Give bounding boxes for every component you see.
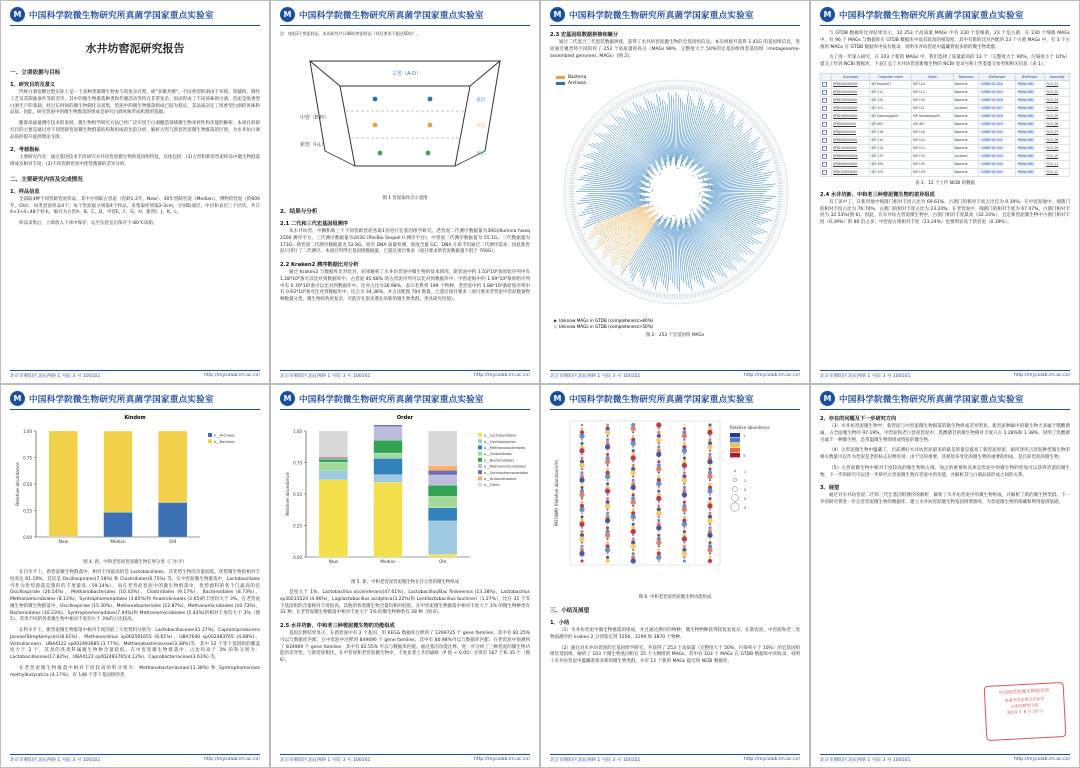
institute-logo-icon: M	[820, 7, 835, 22]
tree-legend-item	[556, 81, 586, 86]
organism-cell: SJP-170	[870, 152, 912, 160]
stamp-line: 白酒发酵研究组	[1010, 702, 1039, 709]
footer-address: 北京市朝阳区北辰西路 1 号院 3 号 100101	[10, 374, 101, 379]
organism-cell: SJP-110	[870, 136, 912, 144]
tree-note-2-label: Unknow MAGs in GTDB (completeness>50%)	[558, 324, 654, 330]
table-row	[821, 144, 1070, 152]
table-row	[821, 120, 1070, 128]
paragraph: 传统白酒发酵过程实际上是一个多种类群微生物参与的复杂过程，即"多微共酵"。不同香型的酒由于环境、原辅料、制作工艺及其制曲条件等的差异，其中的微生物群落种类和代谢活动等特点非常复杂，因而形成了不同风味的白酒。窖泥是浓香型白酒生产的基础，经过长时间的微生物驯化及富集，窖泥中的微生物群落组成已较为稳定，其品质决定了浓香型白酒的风味和品质。因此，研究窖泥中的微生物群落的组成是研究白酒风味形成机理的基础。	[10, 90, 260, 116]
svg-text:Median: Median	[110, 539, 126, 544]
paragraph: 在老窖泥微生物群落中相对丰度较高的科分别为：Methanobacteriaceae(11.38%) 和 Syntrophomonase methylbutyratica (4.17%)、有 148 个等下基因组的类	[10, 665, 260, 678]
report-page-2	[270, 0, 540, 384]
page-header	[550, 391, 800, 410]
accession-cell[interactable]: SPDH00000000	[832, 112, 870, 120]
tree-note-1: ▶ Unknow MAGs in GTDB (completeness>80%)	[554, 318, 654, 324]
header-title: 中国科学院微生物研究所真菌学国家重点实验室	[569, 394, 754, 405]
taxonomy-cell: Bacteria	[953, 168, 979, 176]
assembly-cell[interactable]: GCA_07	[1045, 128, 1070, 136]
row-checkbox[interactable]	[821, 152, 832, 160]
taxonomy-cell: Archaea	[953, 152, 979, 160]
page-footer	[550, 754, 800, 763]
header-title: 中国科学院微生物研究所真菌学国家重点实验室	[299, 10, 484, 21]
figure-6-caption: 图 6. 中和老窖泥窖泥微生物功能组成	[638, 595, 712, 600]
svg-text:o__Oscillospirales: o__Oscillospirales	[484, 439, 516, 444]
report-page-7	[540, 384, 810, 768]
strain-cell: SJP Hanoxopyp05	[912, 112, 954, 120]
accession-cell[interactable]: SPDD00000000	[832, 80, 870, 88]
taxonomy-cell: Bacteria	[953, 144, 979, 152]
subsection-heading: 2、考核指标	[10, 147, 40, 154]
svg-text:表层: 表层	[476, 98, 486, 103]
table-header-cell: Taxonomy	[953, 73, 979, 80]
bioproject-cell: PRJNA 881	[1015, 152, 1044, 160]
paragraph: （5）古窖泥微生物中相对丰度较高的微生物和古菌，加之的重要和具体是窖泥中的微生物的更加可以获得窖泥的微生物。下一步的研究可以进一步研究古窖泥微生物在窖泥中的功能，并解析其与白酒品质形成之间的关系。	[820, 465, 1070, 478]
footer-url[interactable]: http://mycolab.im.ac.cn/	[1013, 373, 1070, 378]
paragraph: 全部取4种不同窖龄窖泥样品，其中分别取古窖泥（窖龄1-2年，New）、40年窖龄窖泥（Median）、博物馆窖泥（约600年，Old），每类窖泥样品4个，每个窖泥取分别取4个样品。采集取样到取2-3cm，分别取深层、中层和表层三个层次。共计4×3×4=48个样本，编号为古窖A、B、C、D，中窖E、F、G、H，新窖I、J、K、L。	[10, 196, 260, 216]
assembly-cell[interactable]: GCA_03	[1045, 96, 1070, 104]
report-page-8	[810, 384, 1080, 768]
svg-text:0.50: 0.50	[293, 492, 302, 497]
footer-url[interactable]: http://mycolab.im.ac.cn/	[203, 373, 260, 378]
report-page-1	[0, 0, 270, 384]
svg-text:o__Lactobacillales: o__Lactobacillales	[484, 433, 517, 438]
svg-text:0.50: 0.50	[23, 482, 32, 487]
paragraph: 通过对水井坊窖泥二代和三代宏基因组测序的解析，解析了水井坊窖泥中的微生物组成，并解析了新的微生物类群。下一步的研究将进一步完善窖泥微生物的数据库，建立水井坊窖泥微生物基因组资源库，为窖泥微生物的保藏和利用提供基础。	[820, 493, 1070, 505]
paragraph: 主要研究内容：通过基因技术手段研究水井坊窖泥微生物的基因组特征，具体包括：(1)古窖和新窖窖泥样品中微生物群落组成及相对丰度；(2)不同窖龄窖泥中优势菌群的差异分析。	[10, 155, 260, 167]
svg-text:Median: Median	[380, 559, 396, 564]
taxonomy-cell: Bacteria	[953, 160, 979, 168]
biosample-cell: SAMN 00-325	[979, 88, 1015, 96]
institute-logo-icon: M	[10, 391, 25, 406]
taxonomy-cell: Bacteria	[953, 136, 979, 144]
table-row	[821, 80, 1070, 88]
taxonomy-cell: Bacteria	[953, 112, 979, 120]
svg-text:o__Syntrophomonadales: o__Syntrophomonadales	[484, 470, 528, 475]
assembly-cell[interactable]: GCA_12	[1045, 168, 1070, 176]
report-page-5	[0, 384, 270, 768]
footer-address: 北京市朝阳区北辰西路 1 号院 3 号 100101	[280, 374, 371, 379]
strain-cell: SJP-124	[912, 80, 954, 88]
svg-text:0.00: 0.00	[23, 535, 32, 540]
strain-cell: SJP-110	[912, 136, 954, 144]
institute-logo-icon: M	[10, 7, 25, 22]
organism-cell: SJP-155	[870, 160, 912, 168]
svg-text:o__Methanomicrobiales: o__Methanomicrobiales	[484, 464, 527, 469]
assembly-cell[interactable]: GCA_02	[1045, 88, 1070, 96]
page-header	[280, 391, 530, 410]
subsection-heading: 3、展望	[820, 485, 840, 492]
taxonomy-cell: Bacteria	[953, 120, 979, 128]
biosample-cell: SAMN 00-324	[979, 80, 1015, 88]
biosample-cell: SAMN 00-330	[979, 128, 1015, 136]
biosample-cell: SAMN 00-332	[979, 144, 1015, 152]
organism-cell: SJP NovpA07	[870, 80, 912, 88]
assembly-cell[interactable]: GCA_08	[1045, 136, 1070, 144]
paragraph: 是度大于 1%，Lactobacillus accenderans(47.61%)、Lactobacillus/Bac finikeensis (13.38%)、Lactobacillus sp30233524 (4.96%)，Lagilactobacillus acidphica(3.22%)和 Lentilactobacillus buchneri（1.27%），比在 31 个等下基因组的含量相对丰度很高，其他的各类微生物含量均相对较低；在中窖泥微生物群落中相对丰度大于 1% 的微生物种类有 31 种，在老窖泥微生物群落中相对丰度大于 1% 的微生物种类有 28 种（图 6）。	[280, 590, 530, 616]
svg-text:New: New	[58, 539, 68, 544]
accession-cell[interactable]: SPDM00000000	[832, 152, 870, 160]
header-title: 中国科学院微生物研究所真菌学国家重点实验室	[569, 10, 754, 21]
paragraph: 为了进一步深入研究，在 103 个新的 MAGs 中，我们选择了质量最高的 12 个（完整度大于 90%、污染度小于 10%）提交上传到 NCBI 数据库，下表汇总了水井坊窖泥新微生物的 NCBI 登录号和上传着提交参考和相关信息（表 1）。	[820, 55, 1070, 67]
paragraph: （3）水井坊窖泥微生物中，新窖泥与中窖泥微生物群落的微生物组成差异明显。新窖泥种属中的微生物大多属于嗜酸菌属，占全面微生物的 97.19%，中窖泥和老古窖泥窖泥中，乳酸菌目的微生物相对丰度只占 1.28%和 1.38%，说明了乳酸菌目属于一种微生物，是常温微生物的组成特征的微生物。	[820, 424, 1070, 443]
figure-4-caption: 图 4. 新、中和老窖泥窖泥微生物在界分类（门水平）	[83, 560, 187, 565]
row-checkbox[interactable]	[821, 144, 832, 152]
stamp-line: 中国科学院微生物研究所	[998, 688, 1050, 697]
table-row	[821, 136, 1070, 144]
taxonomy-cell: Bacteria	[953, 80, 979, 88]
strain-cell: SJP-467	[912, 120, 954, 128]
table-row	[821, 168, 1070, 176]
svg-text:中窖（E-H）: 中窖（E-H）	[300, 115, 329, 121]
svg-text:0.75: 0.75	[293, 460, 302, 466]
subsection-heading: 2.1 二代和三代宏基因组测序	[280, 221, 349, 227]
taxonomy-cell: Bacteria	[953, 88, 979, 96]
organism-cell: SJP-113	[870, 144, 912, 152]
biosample-cell: SAMN 00-328	[979, 112, 1015, 120]
paragraph: 与 GTDB 数据库比对结果显示，12 253 个高质量 MAGs 中有 230 个是细菌、23 个是古菌，在 230 个细菌 MAGs 中，有 96 个 MAGs 与数据库在 GTDB 数据库中没有较高的相似度；其中有新的比对匹配的 23 个古菌 MAGs 中，有 3 个古菌的 MAGs 在 GTDB 数据库中没有收录，说明水井坊窖泥中蕴藏着很多新的微生物类群。	[820, 31, 1070, 50]
svg-text:PATHWAY (Relative abundance%): PATHWAY (Relative abundance%)	[554, 459, 559, 527]
biosample-cell: SAMN 00-329	[979, 120, 1015, 128]
figure-4-kingdom-barchart	[10, 425, 260, 555]
svg-text:New: New	[328, 559, 338, 564]
footer-address: 北京市朝阳区北辰西路 1 号院 3 号 100101	[10, 758, 101, 763]
header-title: 中国科学院微生物研究所真菌学国家重点实验室	[29, 394, 214, 405]
tree-note-2: ▷ Unknow MAGs in GTDB (completeness>50%)	[554, 324, 654, 330]
svg-text:0.25: 0.25	[293, 523, 302, 529]
bioproject-cell: PRJNA 881	[1015, 160, 1044, 168]
svg-text:1.00: 1.00	[293, 429, 302, 434]
organism-cell: SJP-467	[870, 120, 912, 128]
section-heading: 三、小结及展望	[550, 608, 590, 614]
bioproject-cell: PRJNA 881	[1015, 88, 1044, 96]
footer-url[interactable]: http://mycolab.im.ac.cn/	[203, 757, 260, 762]
svg-text:2: 2	[744, 479, 747, 483]
paragraph: 通过 Kraken2 与数据库比对比对，结果解析了水井坊窖泥中微生物的基本情况。新窖泥中约 1.53*10⁸条原始序列中有 1.28*10⁸条可以比对到数据库中；古窖泥 85.68% 的古窖泥序列可以比对到数据库中；中窖泥海中约 1.09*10⁸条原始序列中有 0.70*10⁸条可以比对到数据库中。比对占比为36.98%。表示若系列 199 个物种，老窖泥中约 1.88*10⁸条原始序列中有 0.63*10⁸条可比对到数据库中，比占为 34.38%。并占比配置 704 数量，已超过项目要求（项目要求老窖泥中窖泥数量物种数量分类，微生物结构更复杂，可能存在很多潜在的新的微生物类群，更具研究价值）。	[280, 270, 530, 302]
subsection-heading: 1、研究目的及意义	[10, 82, 56, 88]
row-checkbox[interactable]	[821, 168, 832, 176]
table-row	[821, 96, 1070, 104]
institute-logo-icon: M	[280, 391, 295, 406]
bioproject-cell: PRJNA 881	[1015, 128, 1044, 136]
row-checkbox[interactable]	[821, 80, 832, 88]
section-heading: 2、结果与分析	[280, 209, 318, 215]
accession-cell[interactable]: SPDN00000000	[832, 160, 870, 168]
tree-legend-item	[556, 75, 586, 80]
page-footer	[550, 370, 800, 379]
paragraph: （2）通过对水井坊窖泥的宏基因组学研究，共获得了 253 个高质量（完整度大于 50%、污染率小于 10%）的宏基因组组装基因组，解析了 103 个微生物基因组在 25 个大纲组的 MAGs，其中有 103 个 MAGs 在 GTDB 数据库中未收录，说明了水井坊窖泥中蕴藏着很多新的微生物类群，并有 12 个新的 MAGs 提交到 NCBI 数据库。	[550, 645, 800, 664]
strain-cell: SJP-121	[912, 104, 954, 112]
institute-logo-icon: M	[550, 7, 565, 22]
legend-swatch-bacteria	[556, 76, 565, 79]
strain-cell: SJP-113	[912, 144, 954, 152]
chart-title-order: Order	[396, 415, 414, 421]
table-row	[821, 104, 1070, 112]
subsection-heading: 2.2 Kraken2 测序数据比对分析	[280, 262, 359, 268]
accession-cell[interactable]: SPDE00000000	[832, 88, 870, 96]
svg-text:k__Bacteria: k__Bacteria	[214, 439, 235, 444]
subsection-heading: 2.5 水井坊新、中和老三种窖泥微生物的功能组成	[280, 623, 395, 629]
assembly-cell[interactable]: GCA_06	[1045, 120, 1070, 128]
bioproject-cell: PRJNA 881	[1015, 120, 1044, 128]
section-heading: 二、主要研究内容及完成情况	[10, 176, 83, 183]
table-header-cell: Organism name	[870, 73, 912, 80]
table-header-cell: Accession	[832, 73, 870, 80]
paragraph: 基因注释结果显示，在新窖泥中有 2 个基因，用 KEGG 数据库注释到了 1269725 个 gene families，其中有 82.25%可以与数据库匹配；在中窖泥中注释到 849496 个 gene families，其中有 80.98%可以与数据库匹配；在老窖泥中预测到了 834969 个 gene families，其中有 82.55% 可以与数据库匹配。通过基因功能注释，进一步分析了三种窖泥的微生物功能的差异性。与新窖泥相比，在中窖泥和老窖泥微生物中，丰度显著上升的通路（P 值 < 0.05）分别有 167 个和 35 个（图 6）。	[280, 631, 530, 663]
official-seal-stamp	[984, 682, 1067, 741]
subsection-heading: 2.3 宏基因组数据拼接和聚分	[550, 32, 619, 38]
strain-cell: SJP-118	[912, 128, 954, 136]
biosample-cell: SAMN 00-327	[979, 104, 1015, 112]
footer-url[interactable]: http://mycolab.im.ac.cn/	[743, 757, 800, 762]
row-checkbox[interactable]	[821, 136, 832, 144]
biosample-cell: SAMN 00-334	[979, 160, 1015, 168]
table-row	[821, 128, 1070, 136]
stamp-line: 真菌学国家重点实验室	[1004, 695, 1045, 703]
organism-cell: SJP-112	[870, 88, 912, 96]
strain-cell: SJP-155	[912, 160, 954, 168]
figure-2-phylogenetic-tree	[550, 64, 800, 314]
bioproject-cell: PRJNA 881	[1015, 104, 1044, 112]
footer-url[interactable]: http://mycolab.im.ac.cn/	[473, 373, 530, 378]
table-row	[821, 160, 1070, 168]
svg-text:深层: 深层	[476, 152, 486, 157]
assembly-cell[interactable]: GCA_05	[1045, 112, 1070, 120]
subsection-heading: 2.4 水井坊新、中和老三种窖泥微生物的差异组成	[820, 191, 935, 198]
svg-text:4: 4	[744, 497, 747, 501]
svg-text:中层: 中层	[476, 124, 486, 129]
report-page-6	[270, 384, 540, 768]
biosample-cell: SAMN 00-331	[979, 136, 1015, 144]
page-header	[550, 7, 800, 26]
page-header	[820, 391, 1070, 410]
accession-cell[interactable]: SPDK00000000	[832, 136, 870, 144]
biosample-cell: SAMN 00-333	[979, 152, 1015, 160]
svg-text:o__Bacteroidales: o__Bacteroidales	[484, 458, 515, 463]
figure-5-order-barchart	[280, 425, 530, 575]
paragraph: 在科水平上，新窖泥微生物群落中相对丰度的前三大优势科分别为：Lactobacillaceae(41.17%)、Caproiciproducens Jaceae(Streptomyces)(8.61%)、Methanocellius sp002501655 (6.61%)、UBA7640 sp002483765 (4.08%)、Vistrullaceae)、UBA4122 sp002493685 (3.77%)、Methanobacteriaceae(3.38%)等，其中 12 个等下基因组的覆盖度大于 2 个，其余的各类科属微生物种含量较低。在中窖泥微生物群落中，占比均高于 3% 的科分别为：Lactobacillaceae(17.82%)、UBA4122 sp002483765(4.12%)、Caprobacteriaceae(3.63%) 等。	[10, 628, 260, 660]
header-title: 中国科学院微生物研究所真菌学国家重点实验室	[299, 394, 484, 405]
footer-address: 北京市朝阳区北辰西路 1 号院 3 号 100101	[550, 374, 641, 379]
svg-text:0.00: 0.00	[293, 555, 302, 560]
assembly-cell[interactable]: GCA_10	[1045, 152, 1070, 160]
footer-address: 北京市朝阳区北辰西路 1 号院 3 号 100101	[280, 758, 371, 763]
header-title: 中国科学院微生物研究所真菌学国家重点实验室	[29, 10, 214, 21]
institute-logo-icon: M	[280, 7, 295, 22]
page-footer	[820, 370, 1070, 379]
report-page-3	[540, 0, 810, 384]
paragraph: 从水井坊窖、中腾和新三个不同窖龄窖泥各取1份进行宏基因组学研究。老窖泥二代测序数据量为39G(Illumina hiseq 2500 测序平台，三代测序数据量为203G (PacBio Sequel II 测序平台)；中窖泥二代测序数据量为 55.1G、三代数据量为 173G；新窖泥二代测序数据量为 52.8G、原有 DNA 质量检测、浓度含量 GC、DNA 片段平均通过二代测序需求、因此新窖泥只进行了二代测序。本项目所得宏基因组数据量，已超过项目要求（项目要求新窖泥数据量不低于 700G）。	[280, 229, 530, 255]
svg-text:新窖（I-L）: 新窖（I-L）	[300, 142, 327, 148]
stamp-line: 2024 年 6 月 18 日	[1006, 707, 1044, 715]
table-header-cell: Strain	[912, 73, 954, 80]
tree-note-1-label: Unknow MAGs in GTDB (completeness>80%)	[558, 318, 654, 324]
accession-cell[interactable]: SPDF00000000	[832, 96, 870, 104]
svg-text:o__Methanobacteriales: o__Methanobacteriales	[484, 446, 526, 450]
subsection-heading: 2、存在的问题及下一步研究方向	[820, 416, 897, 422]
strain-cell: SJP-170	[912, 152, 954, 160]
paragraph: 随着高通量测序技术的发展，微生物组学研究方法已经广泛应用于白酒酿造领域微生物多样性和功能的解析。本项目的研究目的主要是通过对不同窖龄窖泥微生物群落结构和组成的比较分析，解析古窖与新窖窖泥微生物群落的区别，为水井坊白酒品质的提升提供理论支撑。	[10, 121, 260, 140]
sampling-note: 注：每组3个窖泥样品，本次研究共计48份窖泥样品（项目要求不超过50份）。	[280, 31, 421, 36]
organism-cell: SJP-133	[870, 96, 912, 104]
page-header	[10, 7, 260, 26]
taxonomy-cell: Archaea	[953, 104, 979, 112]
accession-cell[interactable]: SPDO00000000	[832, 168, 870, 176]
page-footer	[280, 754, 530, 763]
bioproject-cell: PRJNA 881	[1015, 112, 1044, 120]
ncbi-accession-table	[820, 73, 1070, 177]
svg-text:5: 5	[743, 454, 746, 458]
page-footer	[820, 754, 1070, 763]
svg-text:o__Anaerolineales: o__Anaerolineales	[484, 477, 517, 481]
biosample-cell: SAMN 00-335	[979, 168, 1015, 176]
header-title: 中国科学院微生物研究所真菌学国家重点实验室	[839, 10, 1024, 21]
svg-text:古窖（A-D）: 古窖（A-D）	[392, 71, 421, 77]
report-page-4	[810, 0, 1080, 384]
svg-text:Relative abundance: Relative abundance	[730, 425, 770, 430]
footer-address: 北京市朝阳区北辰西路 1 号院 3 号 100101	[550, 758, 641, 763]
row-checkbox[interactable]	[821, 112, 832, 120]
paragraph: 有了该中了、在新窖地中细菌门相对丰度占比为 69.61%，古菌门的相对丰度占比仅为 0.39%；在中窖泥地中，细菌门的相对丰度占比为 76.70%、古菌门的相对丰度占比为 23.24%；在老窖泥中，细菌门的相对丰度为 67.47%、古菌门相对丰度为 32.53%(图 6)。因此，在水井坊古窖泥微生物中，古菌门相对丰度最高（32.33%），且是新窖泥微生物中古菌门相对丰度（0.39%）的 80 倍之多；中窖泥古菌相对丰度（23.24%）也要明显高于新窖泥（0.39%）。	[820, 199, 1070, 225]
bioproject-cell: PRJNA 881	[1015, 144, 1044, 152]
row-checkbox[interactable]	[821, 128, 832, 136]
table-1-caption: 表 1：12 个上传 NCBI 的数据	[915, 180, 975, 186]
strain-cell: SJP-133	[912, 96, 954, 104]
footer-url[interactable]: http://mycolab.im.ac.cn/	[1013, 757, 1070, 762]
row-checkbox[interactable]	[821, 88, 832, 96]
bioproject-cell: PRJNA 881	[1015, 80, 1044, 88]
table-row	[821, 112, 1070, 120]
subsection-heading: 1、小结	[550, 620, 570, 626]
svg-text:0.75: 0.75	[23, 455, 32, 461]
bioproject-cell: PRJNA 881	[1015, 168, 1044, 176]
paragraph: （1）水井坊窖泥中微生物群落的组成，并且通过测序的物种，微生物物种获得较复发复杂。在新窖泥、中窖泥和老三类物质测序的 kraken 2 分别鉴定到 1556、3199 和 3870 个物种。	[550, 628, 800, 640]
row-checkbox[interactable]	[821, 96, 832, 104]
footer-url[interactable]: http://mycolab.im.ac.cn/	[473, 757, 530, 762]
paragraph: 样品采集后，立即放入干冰中保存，运至实验室后保存于-80℃冰箱。	[19, 221, 158, 226]
table-header-cell: Assembly	[1045, 73, 1070, 80]
assembly-cell[interactable]: GCA_01	[1045, 80, 1070, 88]
strain-cell: SJP-129	[912, 168, 954, 176]
footer-address: 北京市朝阳区北辰西路 1 号院 3 号 100101	[820, 374, 911, 379]
legend-label: Archaea	[568, 81, 586, 87]
legend-label: Bacteria	[568, 75, 587, 81]
section-heading: 一、立项依据与目标	[10, 70, 61, 76]
svg-text:o__Other: o__Other	[484, 483, 500, 488]
svg-text:1: 1	[744, 470, 747, 474]
accession-cell[interactable]: SPDG00000000	[832, 104, 870, 112]
paragraph: 通过二代混合三代混装数据拼接，获得了水井坊窖泥微生物的全基因组信息。本次拼接共获得 1.41G 的基因组信息，进而通过聚类将不同的样了 253 个高质量的高分（MAGs 98%，完整度大于 50%的宏基因组组装基因组（metagenome-assembled genomes, MAGs）(图 2)。	[550, 40, 800, 59]
page-footer	[10, 754, 260, 763]
svg-text:Old: Old	[439, 559, 447, 564]
header-title: 中国科学院微生物研究所真菌学国家重点实验室	[839, 394, 1024, 405]
taxonomy-cell: Bacteria	[953, 96, 979, 104]
accession-cell[interactable]: SPDL00000000	[832, 144, 870, 152]
row-checkbox[interactable]	[821, 104, 832, 112]
figure-6-pathway-heatmap	[550, 415, 800, 590]
page-header	[280, 7, 530, 26]
svg-text:Relative abundance: Relative abundance	[286, 472, 291, 516]
paragraph: 在目水平上，新窖泥微生物群落中，相对丰度最高的是 Lactobacillales，其优势生物的含量较低，优势微生物的相对丰度高达 61.19%，其次是 Oscillospirales(7.18%) 和 Clostridiales(6.75%) 等。在中窖泥微生物群落中，Lactobacillales 可作为优势菌落是菌的的丰度最高（59.14%），而在老窖泥窖泥中的微生物群落中，优势菌科的各个门最高的是 Oscillospirale (26.54%)、Methanobacteriales (10.43%)、Clostridiales (9.17%)、Bacteroidales (8.73%)、Methanomicrobiales (8.13%)、Syntrophomonadales (3.85%)和 Anaerolineales (3.65)的丰度均大于 3%。在老窖泥微生物的微生物群落中，Oscillospirale (15.30%)、Methanobacteriales (12.87%)、Methanomicrobiales (10.73%)、Bacteroidales (10.23%)、Syntrophomonadales(7.94%)和 Methanomicrobiales (5.43%)的相对丰度均大于 3%（图 5）。其余不同的各类微生物中相对丰度均小于 3%的占比较高。	[10, 570, 260, 623]
page-footer	[280, 370, 530, 379]
legend-swatch-archaea	[556, 82, 565, 85]
institute-logo-icon: M	[820, 391, 835, 406]
organism-cell: SJP-118	[870, 128, 912, 136]
taxonomy-cell: Bacteria	[953, 128, 979, 136]
svg-text:0.25: 0.25	[23, 508, 32, 514]
page-header	[820, 7, 1070, 26]
chart-title-kingdom: Kindom	[124, 415, 146, 421]
biosample-cell: SAMN 00-326	[979, 96, 1015, 104]
svg-text:o__Clostridiales: o__Clostridiales	[484, 452, 512, 457]
figure-1-caption: 图 1 窖泥取样点示意图	[382, 196, 428, 201]
institute-logo-icon: M	[550, 391, 565, 406]
table-header-cell: BioSample	[979, 73, 1015, 80]
figure-5-caption: 图 5. 新、中和老窖泥窖泥微生物在目分类的微生物组成	[351, 580, 459, 585]
row-checkbox[interactable]	[821, 120, 832, 128]
assembly-cell[interactable]: GCA_11	[1045, 160, 1070, 168]
figure-1-pit-sampling-diagram	[280, 41, 530, 191]
paragraph: （4）古窖泥微生物中蕴藏了，目前测好水井坊窖泥最多的最是的量是最高了新窖泥原泥，据所述所占窖泥种类微生物的相关数量可以作为窖泥是老的标志识物有别，由于这的重要，其相似多变化的微生物的重要的组成，是目前窖泥的微生物。	[820, 448, 1070, 460]
page-title: 水井坊窖泥研究报告	[85, 42, 185, 55]
svg-text:1: 1	[743, 434, 746, 438]
table-header-cell: BioProject	[1015, 73, 1044, 80]
organism-cell: SJP Hanoxopyp05	[870, 112, 912, 120]
table-header-row	[821, 73, 1070, 80]
footer-url[interactable]: http://mycolab.im.ac.cn/	[743, 373, 800, 378]
organism-cell: SJP-129	[870, 168, 912, 176]
svg-text:k__Archaea: k__Archaea	[214, 433, 235, 438]
assembly-cell[interactable]: GCA_09	[1045, 144, 1070, 152]
bioproject-cell: PRJNA 881	[1015, 136, 1044, 144]
svg-text:Relative abundance: Relative abundance	[16, 462, 21, 506]
table-row	[821, 88, 1070, 96]
svg-text:5: 5	[744, 506, 747, 510]
svg-text:Old: Old	[169, 539, 177, 544]
table-header-cell	[821, 73, 832, 80]
row-checkbox[interactable]	[821, 160, 832, 168]
accession-cell[interactable]: SPDJ00000000	[832, 128, 870, 136]
strain-cell: SJP-112	[912, 88, 954, 96]
table-row	[821, 152, 1070, 160]
assembly-cell[interactable]: GCA_04	[1045, 104, 1070, 112]
page-header	[10, 391, 260, 410]
footer-address: 北京市朝阳区北辰西路 1 号院 3 号 100101	[820, 758, 911, 763]
subsection-heading: 1、样品信息	[10, 188, 40, 195]
svg-text:1.00: 1.00	[23, 429, 32, 434]
accession-cell[interactable]: SPDI00000000	[832, 120, 870, 128]
page-footer	[10, 370, 260, 379]
svg-text:3: 3	[744, 488, 747, 492]
organism-cell: SJP-121	[870, 104, 912, 112]
bioproject-cell: PRJNA 881	[1015, 96, 1044, 104]
figure-2-caption: 图 2：253 个宏基因组 MAGs	[645, 333, 705, 339]
